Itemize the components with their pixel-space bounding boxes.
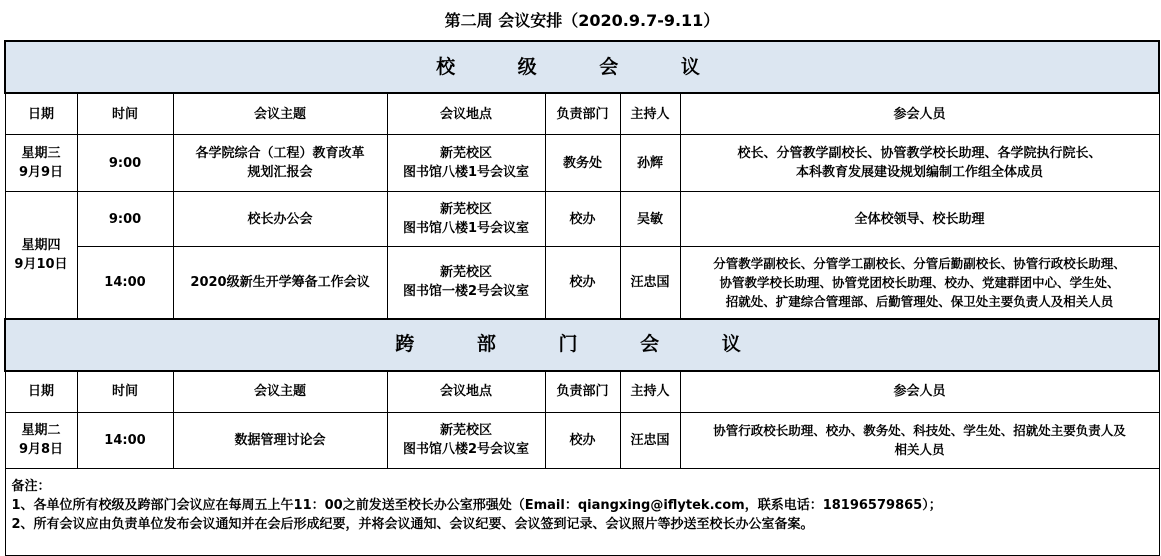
header-host: 主持人 — [620, 93, 680, 135]
table-header-row — [5, 93, 1159, 135]
attendees-line: 校长、分管教学副校长、协管教学校长助理、各学院执行院长、 — [737, 146, 1102, 161]
location-cell — [387, 412, 545, 468]
note-line: 1、各单位所有校级及跨部门会议应在每周五上午11：00之前发送至校长办公室邢强处（Email：qiangxing@iflytek.com，联系电话：18196579865）； — [11, 497, 942, 513]
attendees-line: 协管教学校长助理、协管党团校长助理、校办、党建群团中心、学生处、 — [719, 274, 1120, 290]
header-department: 负责部门 — [545, 93, 620, 135]
date-cell — [5, 192, 77, 319]
location-room: 图书馆八楼1号会议室 — [402, 165, 530, 180]
topic-cell — [173, 135, 387, 192]
time-cell: 14:00 — [77, 412, 173, 468]
header-topic: 会议主题 — [173, 93, 387, 135]
topic-line: 规划汇报会 — [247, 165, 313, 180]
date-weekday: 星期二 — [21, 423, 61, 438]
date-cell — [5, 412, 77, 468]
attendees-line: 本科教育发展建设规划编制工作组全体成员 — [795, 165, 1043, 180]
table-row — [5, 135, 1159, 192]
table-row — [5, 247, 1159, 319]
host-cell: 汪忠国 — [620, 412, 680, 468]
date-day: 9月8日 — [18, 442, 64, 457]
header-time: 时间 — [77, 371, 173, 413]
header-time: 时间 — [77, 93, 173, 135]
header-date: 日期 — [5, 93, 77, 135]
topic-cell: 2020级新生开学筹备工作会议 — [173, 247, 387, 319]
topic-cell: 数据管理讨论会 — [173, 412, 387, 468]
date-weekday: 星期四 — [21, 237, 61, 253]
notes-label: 备注： — [11, 478, 51, 494]
attendees-cell — [680, 412, 1159, 468]
location-cell — [387, 247, 545, 319]
header-attendees: 参会人员 — [680, 371, 1159, 413]
meeting-schedule-table — [4, 0, 1160, 556]
section-title-school: 校 级 会 议 — [5, 41, 1159, 93]
location-campus: 新芜校区 — [439, 265, 492, 281]
header-department: 负责部门 — [545, 371, 620, 413]
location-campus: 新芜校区 — [439, 423, 492, 438]
location-campus: 新芜校区 — [439, 146, 492, 161]
attendees-cell — [680, 247, 1159, 319]
date-weekday: 星期三 — [21, 146, 61, 161]
location-room: 图书馆八楼1号会议室 — [402, 221, 530, 236]
date-cell — [5, 135, 77, 192]
section-title-cross-department: 跨 部 门 会 议 — [5, 319, 1159, 371]
department-cell: 校办 — [545, 412, 620, 468]
time-cell: 9:00 — [77, 135, 173, 192]
department-cell: 校办 — [545, 247, 620, 319]
host-cell: 孙辉 — [620, 135, 680, 192]
host-cell: 吴敏 — [620, 192, 680, 247]
header-host: 主持人 — [620, 371, 680, 413]
page-title: 第二周 会议安排（2020.9.7-9.11） — [5, 0, 1159, 41]
location-cell — [387, 135, 545, 192]
attendees-line: 相关人员 — [894, 442, 945, 457]
header-location: 会议地点 — [387, 371, 545, 413]
date-day: 9月10日 — [14, 256, 68, 272]
table-row — [5, 192, 1159, 247]
header-location: 会议地点 — [387, 93, 545, 135]
topic-cell: 校长办公会 — [173, 192, 387, 247]
table-header-row — [5, 371, 1159, 413]
department-cell: 校办 — [545, 192, 620, 247]
attendees-cell: 全体校领导、校长助理 — [680, 192, 1159, 247]
attendees-line: 协管行政校长助理、校办、教务处、科技处、学生处、招就处主要负责人及 — [713, 423, 1126, 438]
location-room: 图书馆八楼2号会议室 — [402, 442, 530, 457]
host-cell: 汪忠国 — [620, 247, 680, 319]
date-day: 9月9日 — [18, 165, 64, 180]
header-attendees: 参会人员 — [680, 93, 1159, 135]
topic-line: 各学院综合（工程）教育改革 — [195, 146, 365, 161]
table-row — [5, 412, 1159, 468]
department-cell: 教务处 — [545, 135, 620, 192]
location-cell — [387, 192, 545, 247]
location-room: 图书馆一楼2号会议室 — [402, 284, 530, 300]
notes-cell — [5, 468, 1159, 555]
attendees-line: 分管教学副校长、分管学工副校长、分管后勤副校长、协管行政校长助理、 — [713, 255, 1126, 271]
location-campus: 新芜校区 — [439, 202, 492, 217]
header-date: 日期 — [5, 371, 77, 413]
note-line: 2、所有会议应由负责单位发布会议通知并在会后形成纪要，并将会议通知、会议纪要、会议签到记录、会议照片等抄送至校长办公室备案。 — [11, 516, 814, 532]
attendees-line: 招就处、扩建综合管理部、后勤管理处、保卫处主要负责人及相关人员 — [725, 293, 1114, 309]
time-cell: 9:00 — [77, 192, 173, 247]
attendees-cell — [680, 135, 1159, 192]
time-cell: 14:00 — [77, 247, 173, 319]
header-topic: 会议主题 — [173, 371, 387, 413]
